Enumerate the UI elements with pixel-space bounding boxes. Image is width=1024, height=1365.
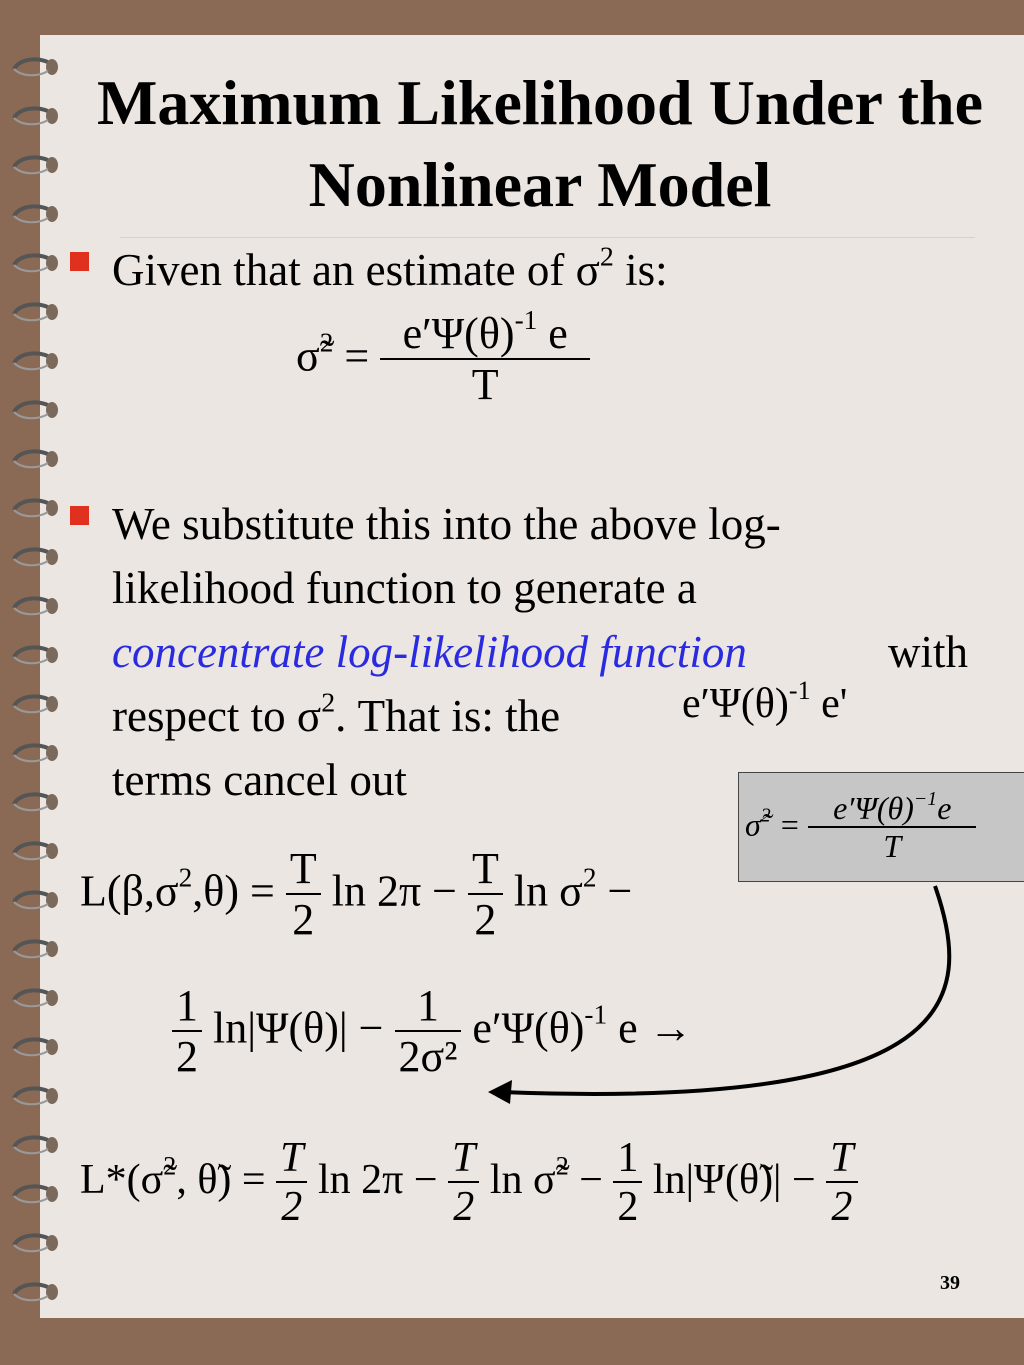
binding-ring-icon (8, 1035, 60, 1061)
binding-ring-icon (8, 986, 60, 1012)
binding-ring-icon (8, 55, 60, 81)
binding-ring-icon (8, 888, 60, 914)
bullet-1-text: Given that an estimate of $\sigma^2$ is: (112, 241, 668, 295)
binding-ring-icon (8, 153, 60, 179)
log-likelihood-line-2: $\frac{1}{2}$ ln|Ψ(θ)| − $\frac{1}{\text{2σ²}}$ $e'\Psi(\theta)^{-1}$ e → (172, 982, 693, 1083)
sigma-estimate-equation: σ̃$^2$ = $\frac{e'\Psi(\theta)^{-1} e}{T}$ (296, 310, 590, 411)
concentrate-log-likelihood-term: concentrate log-likelihood function (112, 627, 747, 677)
binding-ring-icon (8, 1133, 60, 1159)
bullet-2-line-3 (112, 620, 747, 684)
binding-ring-icon (8, 1231, 60, 1257)
binding-ring-icon (8, 545, 60, 571)
binding-ring-icon (8, 202, 60, 228)
sigma-estimate-box: σ̃$^2$ = $\frac{e'\Psi(\theta)^{-1}e}{T}$ (738, 772, 1024, 882)
bullet-marker (70, 252, 89, 271)
binding-ring-icon (8, 839, 60, 865)
bullet-2-line-4: respect to $\sigma^2$. That is: the (112, 687, 561, 741)
spiral-binding (0, 35, 70, 1318)
concentrated-log-likelihood: L*(σ̃$^2$, θ̃) = $\frac{T}{2}$ ln 2π − $\frac{T}{2}$ ln σ̃$^2$ − $\frac{1}{2}$ ln|Ψ(θ̃)| − $\frac{T}{2}$ (80, 1135, 858, 1231)
binding-ring-icon (8, 741, 60, 767)
binding-ring-icon (8, 349, 60, 375)
binding-ring-icon (8, 594, 60, 620)
inline-quadratic-term: $e'\Psi(\theta)^{-1}$ e' (682, 675, 848, 727)
binding-ring-icon (8, 300, 60, 326)
binding-ring-icon (8, 643, 60, 669)
bullet-2-line-5: terms cancel out (112, 755, 407, 805)
slide-title: Maximum Likelihood Under the Nonlinear Model (97, 67, 983, 220)
page-number: 39 (940, 1272, 960, 1294)
binding-ring-icon (8, 398, 60, 424)
binding-ring-icon (8, 692, 60, 718)
binding-ring-icon (8, 1084, 60, 1110)
binding-ring-icon (8, 1280, 60, 1306)
bullet-marker (70, 506, 89, 525)
binding-ring-icon (8, 1182, 60, 1208)
binding-ring-icon (8, 937, 60, 963)
binding-ring-icon (8, 104, 60, 130)
binding-ring-icon (8, 251, 60, 277)
binding-ring-icon (8, 790, 60, 816)
bullet-2-line-2: likelihood function to generate a (112, 563, 697, 613)
bullet-2-line-1: We substitute this into the above log- (112, 499, 781, 549)
binding-ring-icon (8, 496, 60, 522)
bullet-2-with: with (888, 627, 969, 677)
binding-ring-icon (8, 447, 60, 473)
log-likelihood-line-1: $L(\beta,\sigma^2,\theta)$ = $\frac{T}{2}$ ln 2π − $\frac{T}{2}$ $\ln \sigma^2$ − (80, 844, 633, 945)
